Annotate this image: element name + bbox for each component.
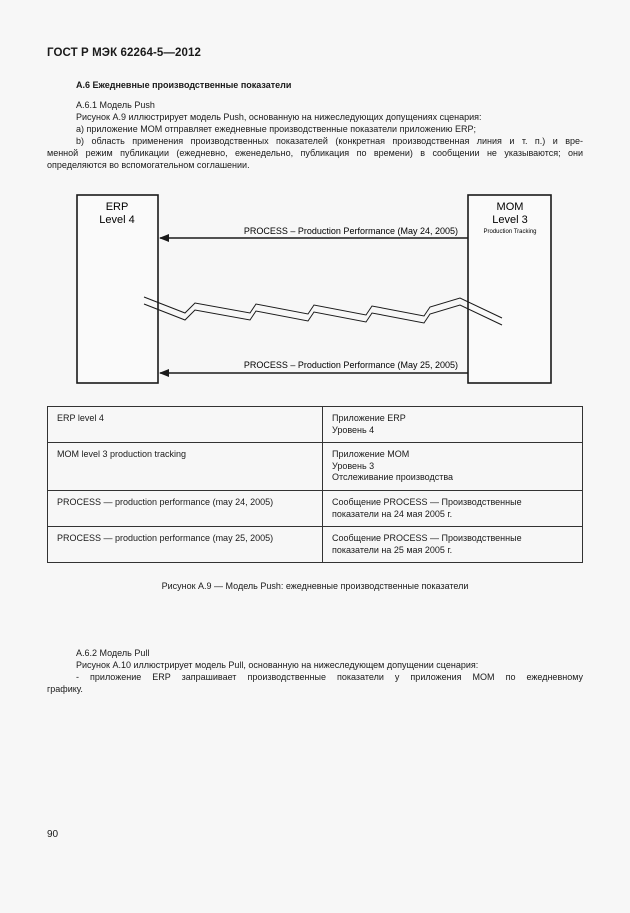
subsection-title-pull: A.6.2 Модель Pull <box>76 648 150 658</box>
table-row <box>48 443 583 491</box>
cell-line: Уровень 3 <box>332 460 375 471</box>
table-row <box>48 407 583 443</box>
cell-line: Сообщение PROCESS — Производственные <box>332 496 522 507</box>
legend-table <box>47 406 583 563</box>
push-model-diagram <box>40 180 600 395</box>
cell-line: показатели на 25 мая 2005 г. <box>332 544 453 555</box>
table-cell-ru <box>323 527 583 563</box>
subsection-title: A.6.1 Модель Push <box>76 100 155 110</box>
erp-level: Level 4 <box>99 214 135 226</box>
table-cell-ru <box>323 490 583 526</box>
table-cell-ru <box>323 443 583 491</box>
cell-line: Уровень 4 <box>332 424 375 435</box>
mom-level: Level 3 <box>492 214 528 226</box>
table-cell-en: ERP level 4 <box>48 407 323 443</box>
paragraph-intro: Рисунок A.9 иллюстрирует модель Push, основанную на нижеследующих допущениях сценария: <box>76 112 482 122</box>
time-break-line-1 <box>144 297 502 318</box>
mom-title: MOM <box>496 201 524 213</box>
cell-line: Сообщение PROCESS — Производственные <box>332 533 522 544</box>
figure-caption: Рисунок A.9 — Модель Push: ежедневные производственные показатели <box>161 581 469 591</box>
arrow-may25-label: PROCESS – Production Performance (May 25, 2005) <box>243 360 458 370</box>
table-cell-ru <box>323 407 583 443</box>
cell-line: Отслеживание производства <box>332 472 453 483</box>
cell-line: Приложение MOM <box>332 449 410 460</box>
mom-sub: Production Tracking <box>483 229 537 235</box>
table-row <box>48 527 583 563</box>
list-item-b-line2: менной режим публикации (ежедневно, еженедельно, публикация по времени) в сообщении не указываются; они <box>47 148 583 158</box>
page-number: 90 <box>47 829 59 840</box>
table-cell-en: MOM level 3 production tracking <box>48 443 323 491</box>
cell-line: показатели на 24 мая 2005 г. <box>332 508 453 519</box>
list-item-pull-line1: - приложение ERP запрашивает производственные показатели у приложения MOM по ежедневному <box>76 672 583 682</box>
cell-line: Приложение ERP <box>332 413 406 423</box>
paragraph-pull-intro: Рисунок A.10 иллюстрирует модель Pull, основанную на нижеследующем допущении сценария: <box>76 660 479 670</box>
list-item-pull-line2: графику. <box>47 684 83 694</box>
erp-title: ERP <box>105 201 129 213</box>
arrow-may24-label: PROCESS – Production Performance (May 24, 2005) <box>243 226 458 236</box>
list-item-b-line1: b) область применения производственных показателей (конкретная производственная линия и т. п.) и вре- <box>76 136 583 146</box>
list-item-b-line3: определяются во вспомогательном соглашении. <box>47 160 250 170</box>
table-cell-en: PROCESS — production performance (may 25, 2005) <box>48 527 323 563</box>
document-header: ГОСТ Р МЭК 62264-5—2012 <box>47 47 201 59</box>
table-row <box>48 490 583 526</box>
list-item-a: a) приложение MOM отправляет ежедневные производственные показатели приложению ERP; <box>76 124 477 134</box>
section-title: A.6 Ежедневные производственные показатели <box>76 80 292 90</box>
table-cell-en: PROCESS — production performance (may 24, 2005) <box>48 490 323 526</box>
